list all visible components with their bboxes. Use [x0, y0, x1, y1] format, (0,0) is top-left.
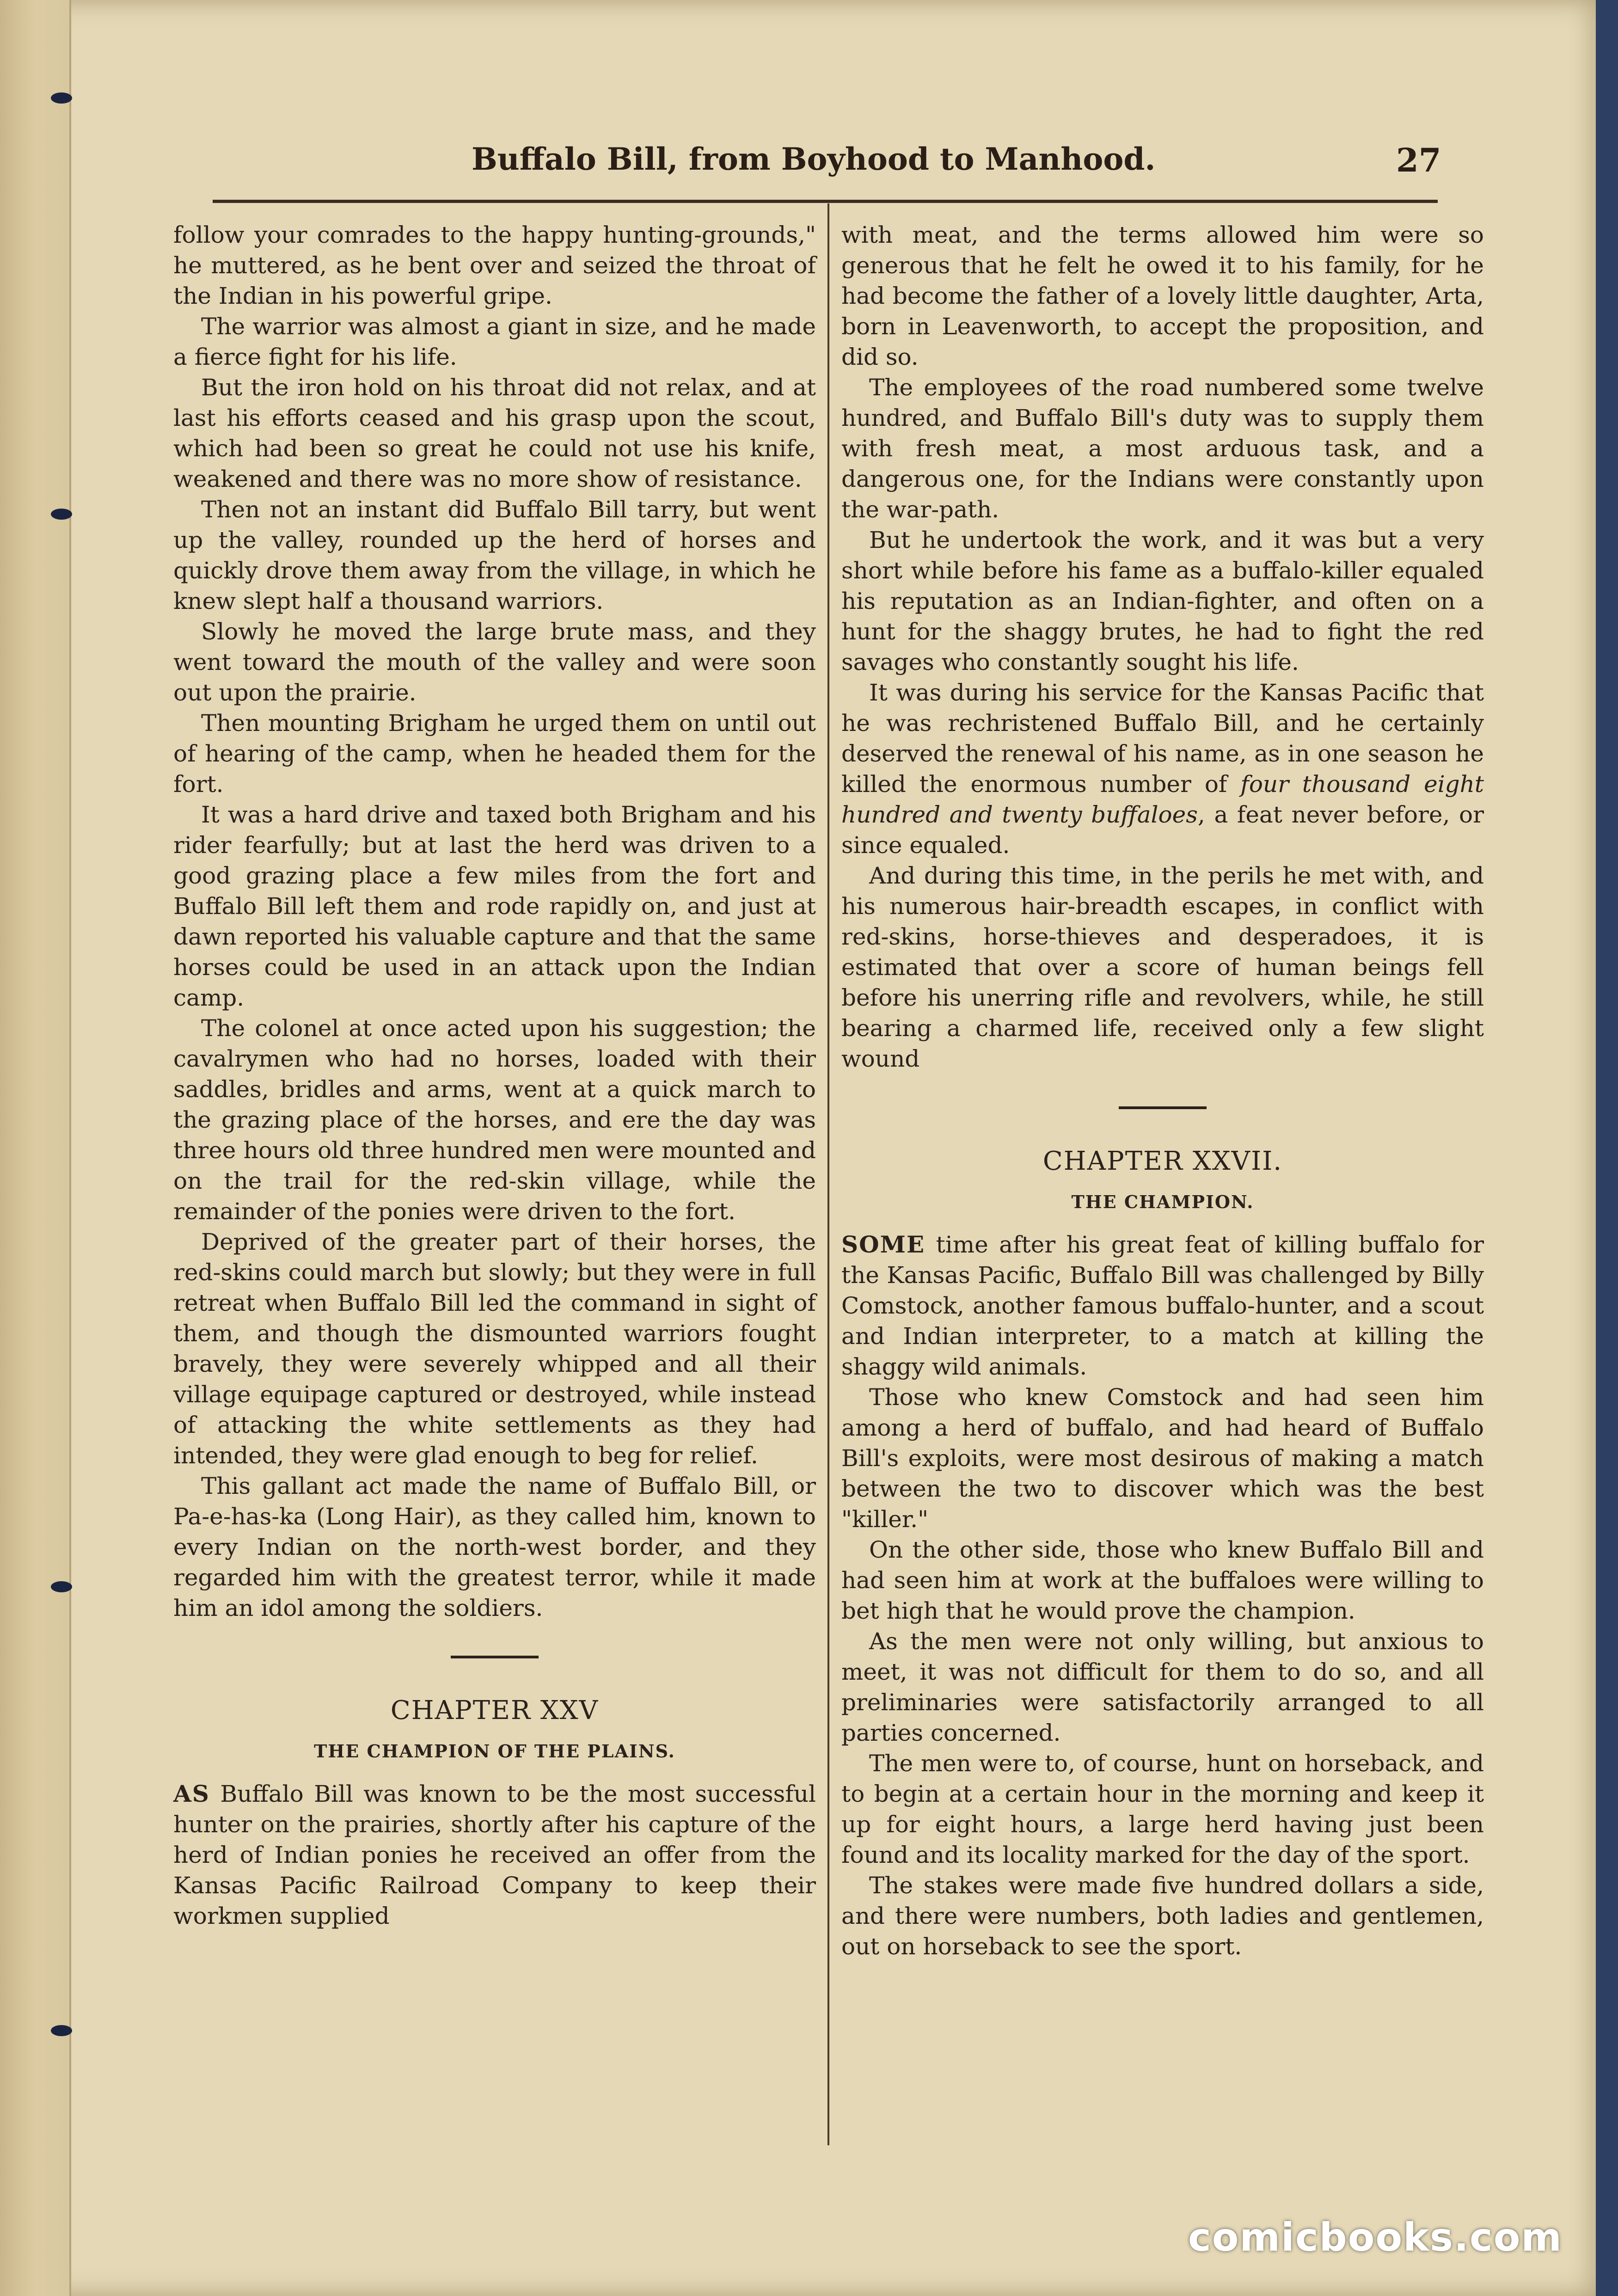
paragraph: As the men were not only willing, but anxious to meet, it was not difficult for them to do so, and all preliminaries were satisfactorily arranged to all parties concerned. [841, 1628, 1484, 1746]
paragraph: Then not an instant did Buffalo Bill tarry, but went up the valley, rounded up the herd of horses and quickly drove them away from the village, in which he knew slept half a thousand warriors. [173, 496, 816, 614]
chapter-opening-paragraph [173, 1779, 816, 1931]
left-column [173, 220, 816, 1931]
paragraph: with meat, and the terms allowed him were so generous that he felt he owed it to his family, for he had become the father of a lovely little daughter, Arta, born in Leavenworth, to accept the proposition, and did so. [841, 221, 1484, 370]
paragraph: This gallant act made the name of Buffalo Bill, or Pa-e-has-ka (Long Hair), as they called him, known to every Indian on the north-west border, and they regarded him with the greatest terror, while it made him an idol among the soldiers. [173, 1473, 816, 1621]
chapter-subtitle: THE CHAMPION OF THE PLAINS. [314, 1741, 675, 1762]
paragraph-text: time after his great feat of killing buffalo for the Kansas Pacific, Buffalo Bill was challenged by Billy Comstock, another famous buffalo-hunter, and a scout and Indian interpreter, to a match at killing the shaggy wild animals. [841, 1231, 1484, 1380]
paragraph: follow your comrades to the happy hunting-grounds," he muttered, as he bent over and seized the throat of the Indian in his powerful gripe. [173, 221, 816, 309]
chapter-heading: CHAPTER XXVII. [1042, 1146, 1283, 1176]
paragraph: It was a hard drive and taxed both Brigham and his rider fearfully; but at last the herd was driven to a good grazing place a few miles from the fort and Buffalo Bill left them and rode rapidly on, and just at dawn reported his valuable capture and that the same horses could be used in an attack upon the Indian camp. [173, 801, 816, 1011]
binding-stitch [51, 92, 72, 104]
emphasized-text: four thousand eight hundred and twenty buffaloes [841, 771, 1484, 828]
binding-stitch [51, 509, 72, 520]
paragraph: The stakes were made five hundred dollars a side, and there were numbers, both ladies and gentlemen, out on horseback to see the sport. [841, 1872, 1484, 1960]
paragraph-text: , a feat never before, or since equaled. [841, 801, 1484, 859]
watermark: comicbooks.com [1188, 2215, 1563, 2260]
paragraph-text: It was during his service for the Kansas Pacific that he was rechristened Buffalo Bill, and he certainly deserved the renewal of his name, as in one season he killed the enormous number of [841, 679, 1484, 798]
paragraph: Then mounting Brigham he urged them on until out of hearing of the camp, when he headed them for the fort. [173, 710, 816, 798]
right-column [841, 220, 1484, 1962]
chapter-dropcap: AS [173, 1780, 210, 1807]
running-header [176, 141, 1470, 196]
chapter-dropcap: SOME [841, 1231, 925, 1258]
paragraph: Deprived of the greater part of their horses, the red-skins could march but slowly; but they were in full retreat when Buffalo Bill led the command in sight of them, and though the dismounted warriors fought bravely, they were severely whipped and all their village equipage captured or destroyed, while instead of attacking the white settlements as they had intended, they were glad enough to beg for relief. [173, 1228, 816, 1469]
header-rule [213, 200, 1438, 203]
paragraph [841, 677, 1484, 860]
section-separator [451, 1656, 539, 1658]
paragraph: On the other side, those who knew Buffalo Bill and had seen him at work at the buffaloes were willing to bet high that he would prove the champion. [841, 1536, 1484, 1624]
paragraph: The men were to, of course, hunt on horseback, and to begin at a certain hour in the morning and keep it up for eight hours, a large herd having just been found and its locality marked for the day of the sport. [841, 1750, 1484, 1868]
paragraph: But the iron hold on his throat did not relax, and at last his efforts ceased and his grasp upon the scout, which had been so great he could not use his knife, weakened and there was no more show of resistance. [173, 374, 816, 492]
paragraph: And during this time, in the perils he met with, and his numerous hair-breadth escapes, in conflict with red-skins, horse-thieves and desperadoes, it is estimated that over a score of human beings fell before his unerring rifle and revolvers, while, he still bearing a charmed life, received only a few slight wound [841, 862, 1484, 1072]
page-number: 27 [1396, 141, 1441, 179]
chapter-subtitle: THE CHAMPION. [1071, 1191, 1254, 1212]
chapter-heading: CHAPTER XXV [390, 1695, 599, 1725]
binding-stitch [51, 2025, 72, 2036]
running-title: Buffalo Bill, from Boyhood to Manhood. [472, 141, 1156, 177]
chapter-opening-paragraph [841, 1229, 1484, 1382]
binding-stitch [51, 1581, 72, 1592]
paragraph: But he undertook the work, and it was but a very short while before his fame as a buffalo-killer equaled his reputation as an Indian-fighter, and often on a hunt for the shaggy brutes, he had to fight the red savages who constantly sought his life. [841, 527, 1484, 675]
paragraph: The colonel at once acted upon his suggestion; the cavalrymen who had no horses, loaded with their saddles, bridles and arms, went at a quick march to the grazing place of the horses, and ere the day was three hours old three hundred men were mounted and on the trail for the red-skin village, while the remainder of the ponies were driven to the fort. [173, 1015, 816, 1225]
paragraph: Those who knew Comstock and had seen him among a herd of buffalo, and had heard of Buffalo Bill's exploits, were most desirous of making a match between the two to discover which was the best "killer." [841, 1384, 1484, 1533]
paragraph-text: Buffalo Bill was known to be the most successful hunter on the prairies, shortly after his capture of the herd of Indian ponies he received an offer from the Kansas Pacific Railroad Company to keep their workmen supplied [173, 1780, 816, 1929]
column-divider [827, 203, 829, 2145]
paragraph: The warrior was almost a giant in size, and he made a fierce fight for his life. [173, 313, 816, 370]
section-separator [1119, 1106, 1207, 1109]
book-spine [0, 0, 71, 2296]
paragraph: The employees of the road numbered some twelve hundred, and Buffalo Bill's duty was to supply them with fresh meat, a most arduous task, and a dangerous one, for the Indians were constantly upon the war-path. [841, 374, 1484, 523]
paragraph: Slowly he moved the large brute mass, and they went toward the mouth of the valley and were soon out upon the prairie. [173, 618, 816, 706]
